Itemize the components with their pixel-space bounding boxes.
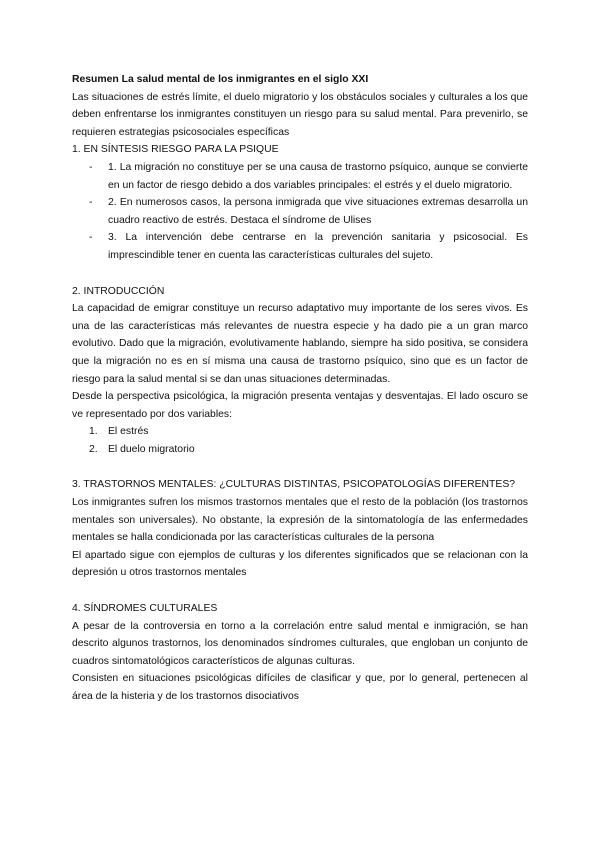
section-2-paragraph-1: La capacidad de emigrar constituye un recurso adaptativo muy importante de los seres vivos. Es una de las características más relevantes de nuestra especie y ha dado pie a un gran marco evolutivo. Dado que la migración, evolutivamente hablando, siempre ha sido positiva, se considera que la migración no es en sí misma una causa de trastorno psíquico, sino que es un factor de riesgo para la salud mental si se dan unas situaciones determinadas. <box>72 303 528 385</box>
section-4-heading: 4. SÍNDROMES CULTURALES <box>72 603 218 615</box>
spacer <box>72 582 528 600</box>
list-item-text: El duelo migratorio <box>108 443 195 455</box>
document-page <box>72 71 528 706</box>
section-4-paragraph-2: Consisten en situaciones psicológicas difíciles de clasificar y que, por lo general, pertenecen al área de la histeria y de los trastornos disociativos <box>72 673 528 702</box>
list-item-text: 1. La migración no constituye per se una causa de trastorno psíquico, aunque se convierte en un factor de riesgo debido a dos variables principales: el estrés y el duelo migratorio. <box>108 161 528 191</box>
section-4-paragraph-1: A pesar de la controversia en torno a la correlación entre salud mental e inmigración, se han descrito algunos trastornos, los denominados síndromes culturales, que engloban un conjunto de cuadros sintomatológicos característicos de algunas culturas. <box>72 620 528 667</box>
list-item-text: El estrés <box>108 426 149 438</box>
spacer <box>72 265 528 283</box>
list-item-text: 2. En numerosos casos, la persona inmigrada que vive situaciones extremas desarrolla un cuadro reactivo de estrés. Destaca el síndrome de Ulises <box>108 197 528 226</box>
intro-paragraph: Las situaciones de estrés límite, el duelo migratorio y los obstáculos sociales y culturales a los que deben enfrentarse los inmigrantes constituyen un riesgo para su salud mental. Para prevenirlo, se requieren estrategias psicosociales específicas <box>72 91 528 138</box>
dash-bullet: - <box>89 161 93 173</box>
section-2-list <box>72 423 528 458</box>
section-2-paragraph-2: Desde la perspectiva psicológica, la migración presenta ventajas y desventajas. El lado oscuro se ve representado por dos variables: <box>72 391 528 420</box>
section-3-heading: 3. TRASTORNOS MENTALES: ¿CULTURAS DISTINTAS, PSICOPATOLOGÍAS DIFERENTES? <box>72 479 516 491</box>
section-3-paragraph-2: El apartado sigue con ejemplos de culturas y los diferentes significados que se relacionan con la depresión u otros trastornos mentales <box>72 549 528 579</box>
list-item <box>72 423 528 441</box>
dash-bullet: - <box>89 197 93 209</box>
list-item-text: 3. La intervención debe centrarse en la prevención sanitaria y psicosocial. Es imprescindible tener en cuenta las características culturales del sujeto. <box>108 232 528 261</box>
list-item <box>72 194 528 229</box>
section-1-list <box>72 159 528 265</box>
list-item <box>72 159 528 194</box>
document-title: Resumen La salud mental de los inmigrantes en el siglo XXI <box>72 74 369 85</box>
list-number: 1. <box>89 426 98 438</box>
dash-bullet: - <box>89 232 93 244</box>
list-item <box>72 441 528 459</box>
section-1-heading: 1. EN SÍNTESIS RIESGO PARA LA PSIQUE <box>72 144 279 156</box>
list-number: 2. <box>89 443 98 455</box>
spacer <box>72 458 528 476</box>
section-2-heading: 2. INTRODUCCIÓN <box>72 285 165 297</box>
section-3-paragraph-1: Los inmigrantes sufren los mismos trastornos mentales que el resto de la población (los trastornos mentales son universales). No obstante, la expresión de la sintomatología de las enfermedades mentales se halla condicionada por las características culturales de la persona <box>72 497 528 544</box>
list-item <box>72 229 528 264</box>
